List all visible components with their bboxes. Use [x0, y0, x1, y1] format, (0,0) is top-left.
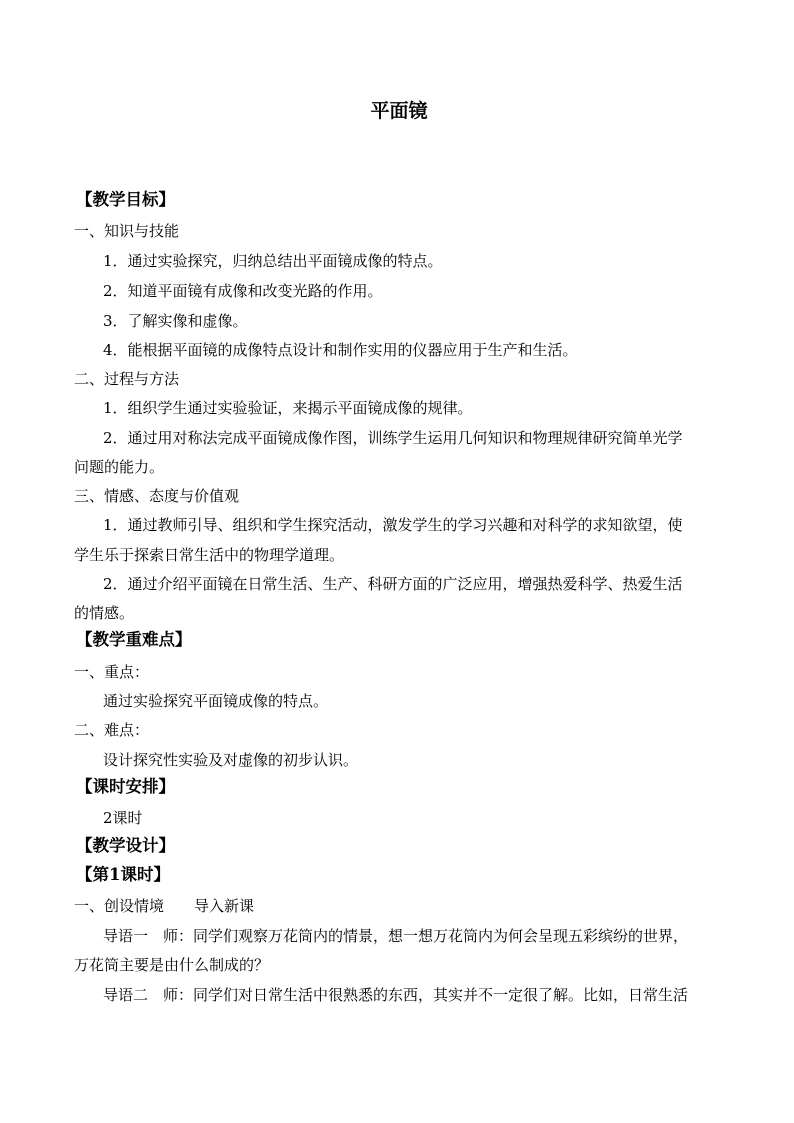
knowledge-heading: 一、知识与技能: [74, 222, 180, 240]
knowledge-item-3: 3．了解实像和虚像。: [103, 312, 248, 330]
emotion-heading: 三、情感、态度与价值观: [74, 487, 240, 505]
emotion-item-1-line-1: 1．通过教师引导、组织和学生探究活动，激发学生的学习兴趣和对科学的求知欲望，使: [103, 516, 683, 534]
schedule-heading: 【课时安排】: [76, 777, 175, 796]
intro-1-line-1: 导语一 师：同学们观察万花筒内的情景，想一想万花筒内为何会呈现五彩缤纷的世界，: [103, 927, 689, 945]
key-heading: 【教学重难点】: [76, 630, 192, 649]
schedule-text: 2课时: [103, 809, 143, 827]
process-item-2-line-1: 2．通过用对称法完成平面镜成像作图，训练学生运用几何知识和物理规律研究简单光学: [103, 429, 683, 447]
goals-heading: 【教学目标】: [76, 190, 175, 209]
process-item-2-line-2: 问题的能力。: [74, 458, 165, 476]
process-item-1: 1．组织学生通过实验验证，来揭示平面镜成像的规律。: [103, 399, 473, 417]
difficulty-text: 设计探究性实验及对虚像的初步认识。: [103, 751, 359, 769]
document-title: 平面镜: [370, 100, 428, 122]
lesson1-heading: 【第1课时】: [76, 865, 170, 884]
difficulty-label: 二、难点：: [74, 721, 150, 739]
knowledge-item-2: 2．知道平面镜有成像和改变光路的作用。: [103, 282, 383, 300]
knowledge-item-1: 1．通过实验探究，归纳总结出平面镜成像的特点。: [103, 252, 443, 270]
design-heading: 【教学设计】: [76, 836, 175, 855]
knowledge-item-4: 4．能根据平面镜的成像特点设计和制作实用的仪器应用于生产和生活。: [103, 341, 578, 359]
emotion-item-2-line-2: 的情感。: [74, 604, 135, 622]
emotion-item-2-line-1: 2．通过介绍平面镜在日常生活、生产、科研方面的广泛应用，增强热爱科学、热爱生活: [103, 575, 683, 593]
intro-2-line-1: 导语二 师：同学们对日常生活中很熟悉的东西，其实并不一定很了解。比如，日常生活: [103, 986, 689, 1004]
emotion-item-1-line-2: 学生乐于探索日常生活中的物理学道理。: [74, 546, 345, 564]
process-heading: 二、过程与方法: [74, 370, 180, 388]
key-point-label: 一、重点：: [74, 663, 150, 681]
intro-1-line-2: 万花筒主要是由什么制成的？: [74, 956, 270, 974]
intro-heading: 一、创设情境 导入新课: [74, 897, 255, 915]
key-point-text: 通过实验探究平面镜成像的特点。: [103, 692, 329, 710]
